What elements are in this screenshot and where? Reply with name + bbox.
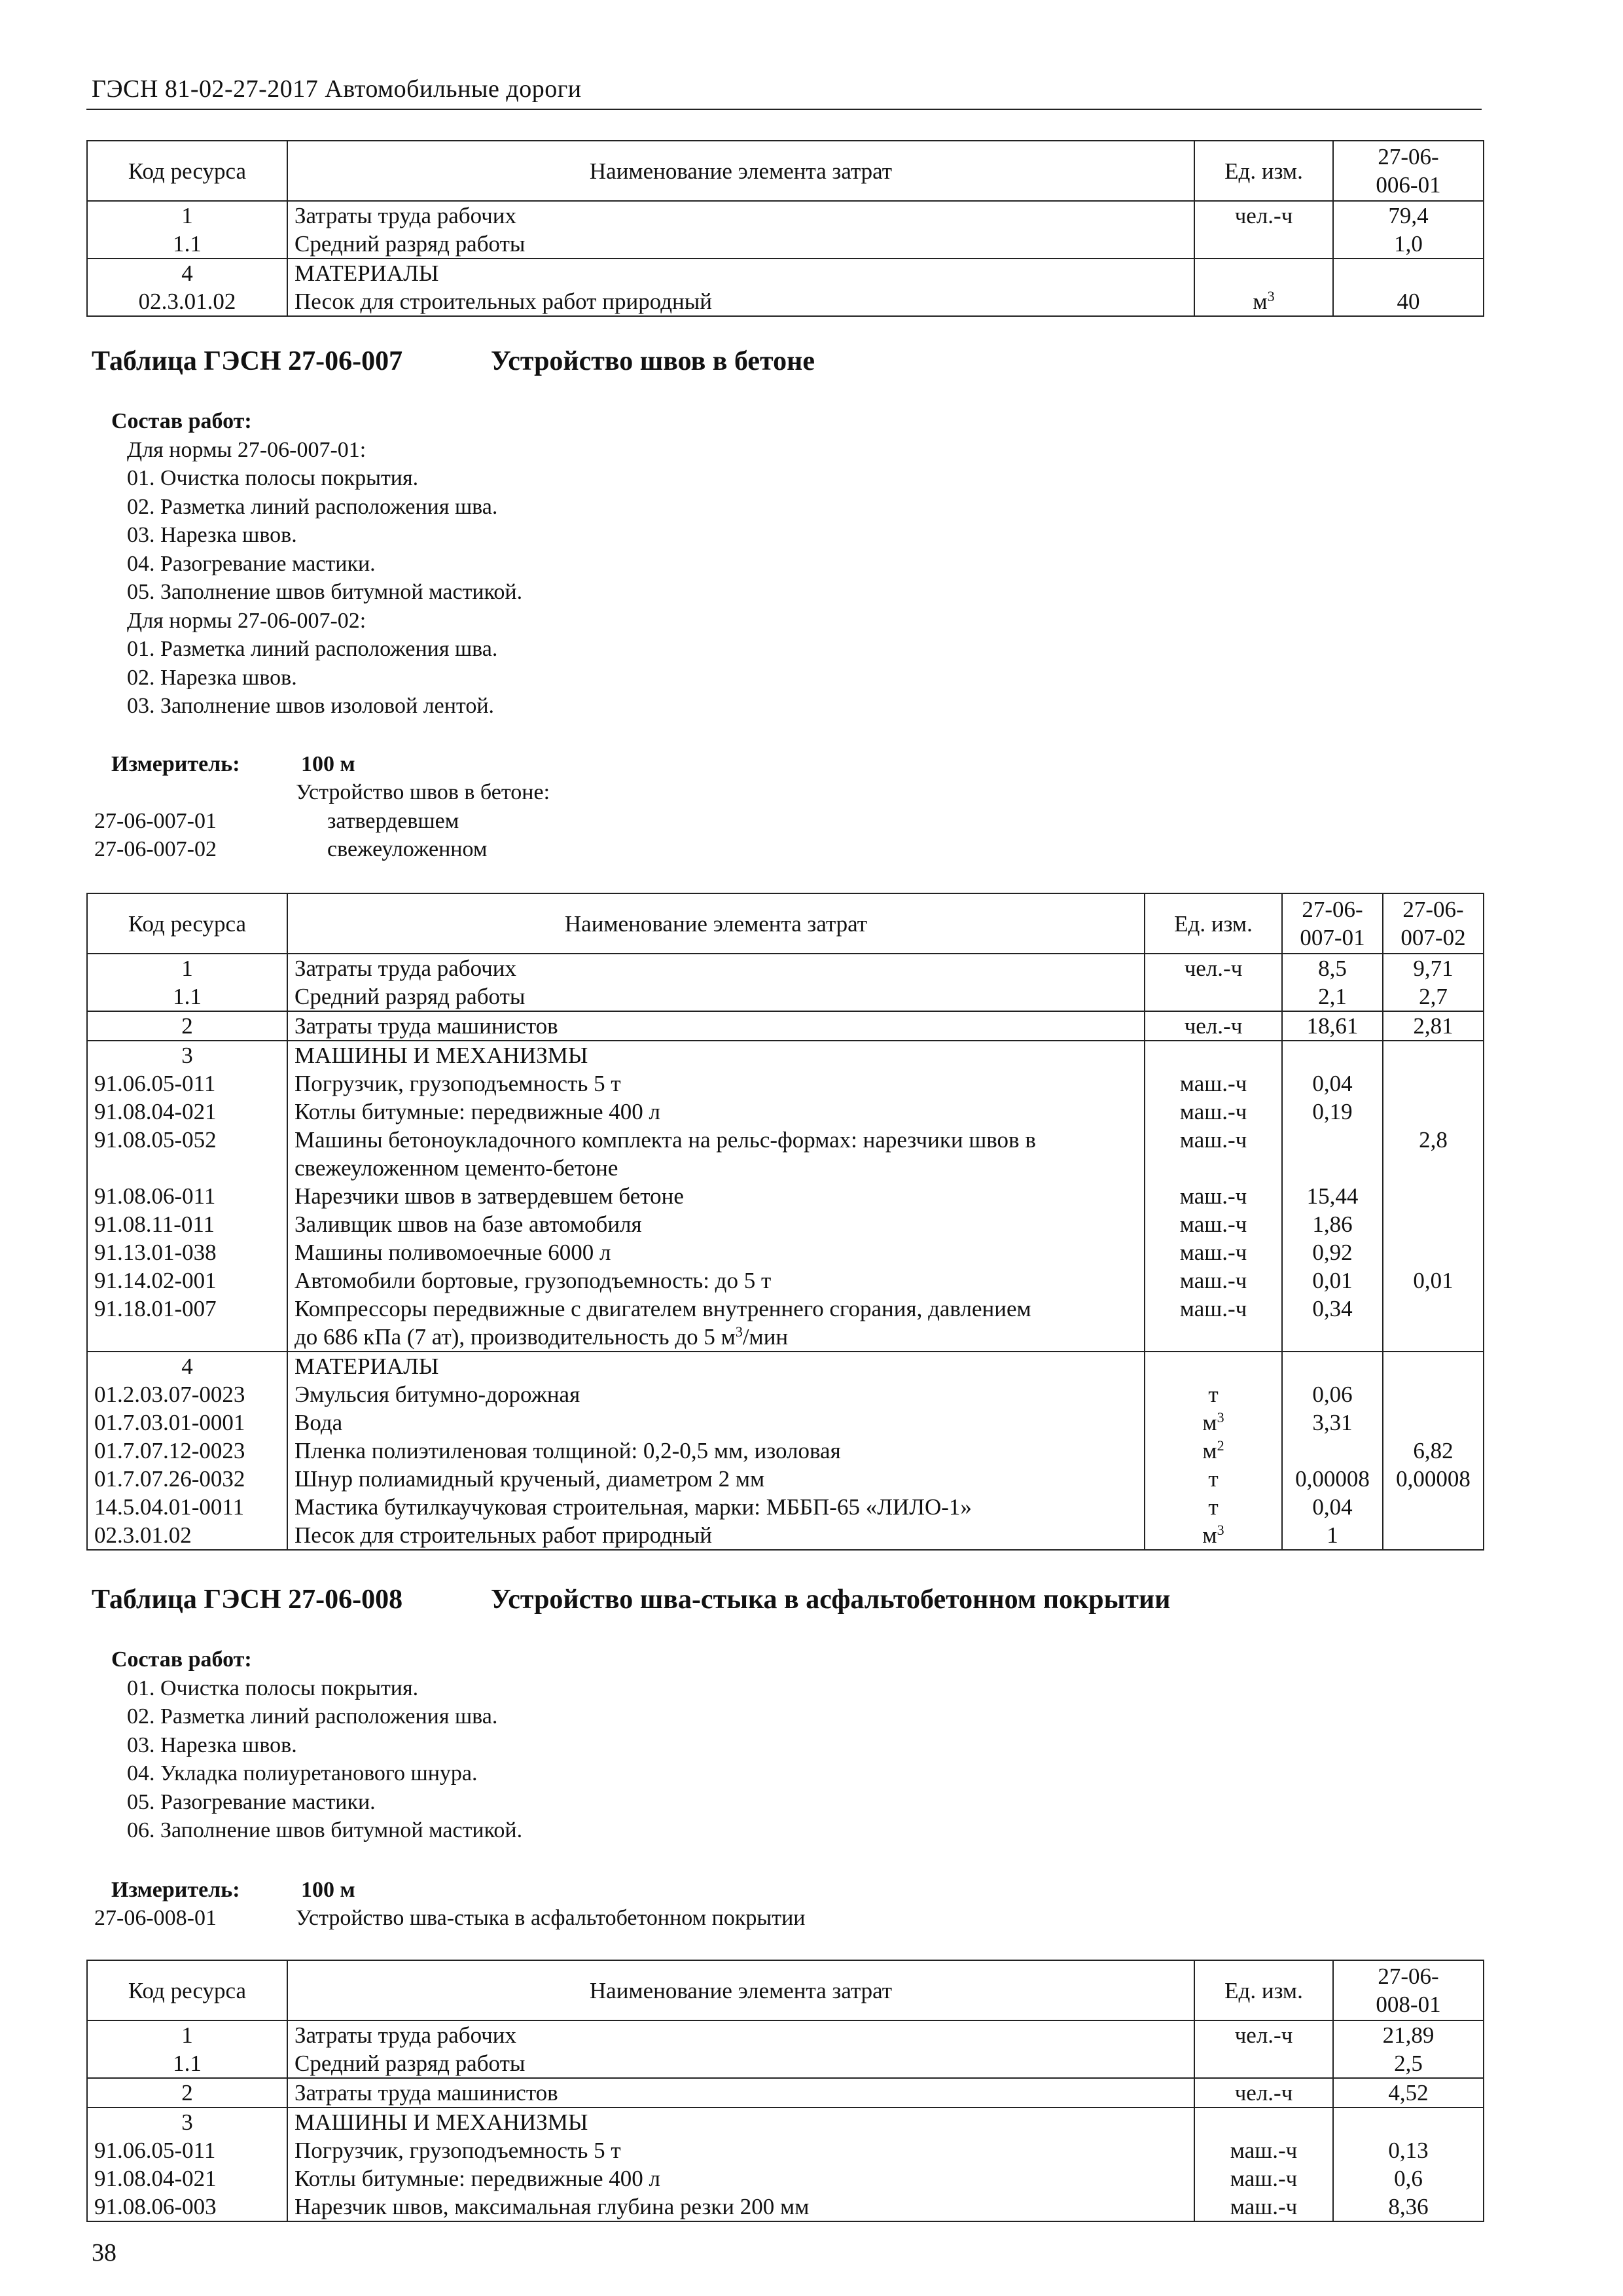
table-row xyxy=(87,2193,1484,2221)
row-code: 91.08.04-021 xyxy=(87,2164,287,2193)
row-unit: т xyxy=(1145,1380,1282,1408)
col-header-norm-2: 27-06- 007-02 xyxy=(1383,893,1484,954)
table-row xyxy=(87,1098,1484,1126)
meter-block-007 xyxy=(92,750,1008,868)
col-header-unit: Ед. изм. xyxy=(1194,141,1333,201)
row-value-1: 2,1 xyxy=(1282,982,1383,1011)
row-unit: $м^3$ xyxy=(1194,287,1333,316)
row-value-1: 1,86 xyxy=(1282,1210,1383,1238)
table-row xyxy=(87,259,1484,287)
row-value-2: 0,01 xyxy=(1383,1266,1484,1295)
row-value-2 xyxy=(1383,1493,1484,1521)
row-unit: $м^3$ xyxy=(1145,1521,1282,1550)
row-code: 01.7.07.26-0032 xyxy=(87,1465,287,1493)
col-header-unit: Ед. изм. xyxy=(1194,1960,1333,2020)
table-row xyxy=(87,287,1484,316)
row-code: 1.1 xyxy=(87,230,287,259)
row-code: 02.3.01.02 xyxy=(87,1521,287,1550)
row-name-line: Машины бетоноукладочного комплекта на рельс-формах: нарезчики швов в xyxy=(294,1127,1036,1153)
row-name: МАТЕРИАЛЫ xyxy=(287,1352,1145,1380)
row-value-2: 9,71 xyxy=(1383,954,1484,982)
row-value-1: 3,31 xyxy=(1282,1408,1383,1437)
row-name: Затраты труда рабочих xyxy=(287,2020,1194,2049)
row-name: Нарезчики швов в затвердевшем бетоне xyxy=(287,1182,1145,1210)
header-rule xyxy=(86,109,1482,110)
table-row xyxy=(87,1352,1484,1380)
table-row xyxy=(87,1465,1484,1493)
norm-name: Устройство шва-стыка в асфальтобетонном покрытии xyxy=(296,1906,806,1930)
row-value-2: 6,82 xyxy=(1383,1437,1484,1465)
row-code: 91.08.04-021 xyxy=(87,1098,287,1126)
meter-unit: 100 м xyxy=(301,752,355,776)
row-unit: маш.-ч xyxy=(1145,1069,1282,1098)
col-header-code: Код ресурса xyxy=(87,893,287,954)
row-value-2 xyxy=(1383,1041,1484,1069)
row-name: Затраты труда машинистов xyxy=(287,1011,1145,1041)
table-title-code: Таблица ГЭСН 27-06-007 xyxy=(92,346,403,376)
row-name: МАШИНЫ И МЕХАНИЗМЫ xyxy=(287,2108,1194,2136)
table-row xyxy=(87,1182,1484,1210)
row-unit: маш.-ч xyxy=(1145,1126,1282,1182)
row-code: 91.14.02-001 xyxy=(87,1266,287,1295)
row-value-2 xyxy=(1383,1521,1484,1550)
row-code: 1.1 xyxy=(87,982,287,1011)
row-value: 8,36 xyxy=(1333,2193,1484,2221)
works-item: Для нормы 27-06-007-02: xyxy=(127,608,366,633)
meter-label: Измеритель: xyxy=(111,752,240,776)
row-unit: чел.-ч xyxy=(1194,2020,1333,2049)
table-row xyxy=(87,1380,1484,1408)
row-value-1 xyxy=(1282,1041,1383,1069)
norm-name: свежеуложенном xyxy=(327,837,488,861)
row-value-1: 0,04 xyxy=(1282,1493,1383,1521)
table-row xyxy=(87,1437,1484,1465)
table-row xyxy=(87,2078,1484,2108)
row-code: 91.06.05-011 xyxy=(87,2136,287,2164)
works-block-008 xyxy=(111,1645,522,1845)
col-header-code: Код ресурса xyxy=(87,1960,287,2020)
row-code: 91.13.01-038 xyxy=(87,1238,287,1266)
row-code: 1 xyxy=(87,954,287,982)
row-value-1: 0,01 xyxy=(1282,1266,1383,1295)
row-name: Котлы битумные: передвижные 400 л xyxy=(287,1098,1145,1126)
works-item: 01. Очистка полосы покрытия. xyxy=(127,466,419,490)
col-header-norm: 27-06- 008-01 xyxy=(1333,1960,1484,2020)
row-name-line: до 686 кПа (7 ат), производительность до 5 $м^3$/мин xyxy=(294,1323,789,1350)
row-code: 3 xyxy=(87,2108,287,2136)
row-value-1 xyxy=(1282,1352,1383,1380)
table-row xyxy=(87,1266,1484,1295)
row-value-2 xyxy=(1383,1182,1484,1210)
row-value-1 xyxy=(1282,1126,1383,1182)
row-value: 40 xyxy=(1333,287,1484,316)
row-value-2: 2,81 xyxy=(1383,1011,1484,1041)
row-name: Нарезчик швов, максимальная глубина резки 200 мм xyxy=(287,2193,1194,2221)
table-title-name: Устройство шва-стыка в асфальтобетонном покрытии xyxy=(491,1585,1171,1615)
row-name xyxy=(287,1126,1145,1182)
meter-block-008 xyxy=(92,1876,1139,1935)
norm-code: 27-06-007-02 xyxy=(94,837,217,861)
works-item: 04. Укладка полиуретанового шнура. xyxy=(127,1761,478,1785)
table-title-code: Таблица ГЭСН 27-06-008 xyxy=(92,1585,403,1615)
row-name: МАТЕРИАЛЫ xyxy=(287,259,1194,287)
row-code: 91.06.05-011 xyxy=(87,1069,287,1098)
works-item: 04. Разогревание мастики. xyxy=(127,551,376,576)
row-unit: маш.-ч xyxy=(1145,1295,1282,1352)
works-item: 03. Заполнение швов изоловой лентой. xyxy=(127,694,495,718)
col-header-name: Наименование элемента затрат xyxy=(287,141,1194,201)
row-name-line: свежеуложенном цементо-бетоне xyxy=(294,1155,618,1181)
table-row xyxy=(87,201,1484,230)
row-unit: маш.-ч xyxy=(1194,2136,1333,2164)
row-value-2 xyxy=(1383,1380,1484,1408)
works-item: 06. Заполнение швов битумной мастикой. xyxy=(127,1818,523,1842)
row-unit: маш.-ч xyxy=(1145,1210,1282,1238)
row-code: 01.7.07.12-0023 xyxy=(87,1437,287,1465)
table-title-007 xyxy=(92,346,815,377)
table-row xyxy=(87,1493,1484,1521)
row-value-1: 18,61 xyxy=(1282,1011,1383,1041)
works-item: 01. Разметка линий расположения шва. xyxy=(127,637,498,661)
row-unit: $м^2$ xyxy=(1145,1437,1282,1465)
col-header-norm: 27-06- 006-01 xyxy=(1333,141,1484,201)
works-item: 05. Заполнение швов битумной мастикой. xyxy=(127,580,523,604)
resource-table-006 xyxy=(86,140,1484,317)
works-list xyxy=(111,436,522,721)
row-code: 01.7.03.01-0001 xyxy=(87,1408,287,1437)
row-code: 1 xyxy=(87,201,287,230)
row-value-2 xyxy=(1383,1238,1484,1266)
row-value-1: 0,92 xyxy=(1282,1238,1383,1266)
works-label: Состав работ: xyxy=(111,409,252,433)
row-name xyxy=(287,1295,1145,1352)
table-row xyxy=(87,230,1484,259)
row-unit: т xyxy=(1145,1493,1282,1521)
table-row xyxy=(87,2020,1484,2049)
table-row xyxy=(87,1295,1484,1352)
row-value: 4,52 xyxy=(1333,2078,1484,2108)
row-name: Средний разряд работы xyxy=(287,230,1194,259)
norm-code: 27-06-007-01 xyxy=(94,809,217,833)
row-name: Затраты труда рабочих xyxy=(287,201,1194,230)
row-name-line: Компрессоры передвижные с двигателем внутреннего сгорания, давлением xyxy=(294,1296,1031,1321)
row-value-1: 15,44 xyxy=(1282,1182,1383,1210)
row-code: 2 xyxy=(87,1011,287,1041)
table-row xyxy=(87,1011,1484,1041)
running-header: ГЭСН 81-02-27-2017 Автомобильные дороги xyxy=(92,75,582,103)
table-row xyxy=(87,1210,1484,1238)
row-value-2 xyxy=(1383,1408,1484,1437)
row-code: 4 xyxy=(87,259,287,287)
row-value: 79,4 xyxy=(1333,201,1484,230)
row-value-2: 2,8 xyxy=(1383,1126,1484,1182)
row-unit: маш.-ч xyxy=(1145,1266,1282,1295)
row-code: 1.1 xyxy=(87,2049,287,2078)
row-unit: чел.-ч xyxy=(1145,954,1282,982)
page-number: 38 xyxy=(92,2239,116,2267)
row-value: 1,0 xyxy=(1333,230,1484,259)
row-value xyxy=(1333,259,1484,287)
row-value-2 xyxy=(1383,1352,1484,1380)
row-unit: $м^3$ xyxy=(1145,1408,1282,1437)
row-name: Машины поливомоечные 6000 л xyxy=(287,1238,1145,1266)
row-name: Погрузчик, грузоподъемность 5 т xyxy=(287,2136,1194,2164)
table-row xyxy=(87,1041,1484,1069)
table-title-name: Устройство швов в бетоне xyxy=(491,346,815,376)
row-name: Эмульсия битумно-дорожная xyxy=(287,1380,1145,1408)
row-unit xyxy=(1194,230,1333,259)
row-unit xyxy=(1145,1352,1282,1380)
norm-code: 27-06-008-01 xyxy=(94,1906,217,1930)
table-row xyxy=(87,1238,1484,1266)
row-unit: маш.-ч xyxy=(1145,1238,1282,1266)
row-name: Котлы битумные: передвижные 400 л xyxy=(287,2164,1194,2193)
resource-table-008 xyxy=(86,1960,1484,2222)
row-code: 3 xyxy=(87,1041,287,1069)
works-block-007 xyxy=(111,407,522,721)
table-title-008 xyxy=(92,1584,1171,1615)
works-list xyxy=(111,1674,522,1845)
row-name: Пленка полиэтиленовая толщиной: 0,2-0,5 мм, изоловая xyxy=(287,1437,1145,1465)
row-value-1: 0,34 xyxy=(1282,1295,1383,1352)
row-value-1: 0,06 xyxy=(1282,1380,1383,1408)
row-code: 4 xyxy=(87,1352,287,1380)
row-code: 1 xyxy=(87,2020,287,2049)
table-row xyxy=(87,1126,1484,1182)
row-code: 91.18.01-007 xyxy=(87,1295,287,1352)
meter-caption: Устройство швов в бетоне: xyxy=(296,780,550,804)
row-value-2 xyxy=(1383,1210,1484,1238)
col-header-norm-1: 27-06- 007-01 xyxy=(1282,893,1383,954)
row-unit: маш.-ч xyxy=(1194,2164,1333,2193)
row-value-2 xyxy=(1383,1069,1484,1098)
row-unit xyxy=(1194,259,1333,287)
works-item: 02. Нарезка швов. xyxy=(127,665,297,690)
row-unit: маш.-ч xyxy=(1145,1098,1282,1126)
row-value: 21,89 xyxy=(1333,2020,1484,2049)
row-value-2 xyxy=(1383,1098,1484,1126)
row-value-1: 0,00008 xyxy=(1282,1465,1383,1493)
table-row xyxy=(87,1521,1484,1550)
table-row xyxy=(87,2108,1484,2136)
row-value-1 xyxy=(1282,1437,1383,1465)
row-name: Песок для строительных работ природный xyxy=(287,1521,1145,1550)
row-name: Средний разряд работы xyxy=(287,2049,1194,2078)
row-name: Мастика бутилкаучуковая строительная, марки: МББП-65 «ЛИЛО-1» xyxy=(287,1493,1145,1521)
table-row xyxy=(87,1408,1484,1437)
row-value: 2,5 xyxy=(1333,2049,1484,2078)
row-name: Шнур полиамидный крученый, диаметром 2 мм xyxy=(287,1465,1145,1493)
works-label: Состав работ: xyxy=(111,1647,252,1672)
row-value-1: 1 xyxy=(1282,1521,1383,1550)
works-item: 05. Разогревание мастики. xyxy=(127,1789,376,1814)
row-unit: маш.-ч xyxy=(1194,2193,1333,2221)
row-value xyxy=(1333,2108,1484,2136)
row-value-1: 0,19 xyxy=(1282,1098,1383,1126)
row-code: 02.3.01.02 xyxy=(87,287,287,316)
meter-unit: 100 м xyxy=(301,1878,355,1902)
works-item: 02. Разметка линий расположения шва. xyxy=(127,1704,498,1729)
row-name: Автомобили бортовые, грузоподъемность: до 5 т xyxy=(287,1266,1145,1295)
row-name: Средний разряд работы xyxy=(287,982,1145,1011)
col-header-code: Код ресурса xyxy=(87,141,287,201)
table-row xyxy=(87,2136,1484,2164)
row-name: Вода xyxy=(287,1408,1145,1437)
row-code: 91.08.11-011 xyxy=(87,1210,287,1238)
works-item: 03. Нарезка швов. xyxy=(127,523,297,547)
row-unit xyxy=(1145,982,1282,1011)
col-header-unit: Ед. изм. xyxy=(1145,893,1282,954)
row-name: Заливщик швов на базе автомобиля xyxy=(287,1210,1145,1238)
norm-name: затвердевшем xyxy=(327,809,459,833)
table-row xyxy=(87,1069,1484,1098)
row-code: 14.5.04.01-0011 xyxy=(87,1493,287,1521)
row-unit xyxy=(1194,2049,1333,2078)
row-name: Погрузчик, грузоподъемность 5 т xyxy=(287,1069,1145,1098)
row-value-1: 8,5 xyxy=(1282,954,1383,982)
row-name: Затраты труда рабочих xyxy=(287,954,1145,982)
row-unit xyxy=(1145,1041,1282,1069)
table-row xyxy=(87,982,1484,1011)
row-code: 2 xyxy=(87,2078,287,2108)
row-value: 0,6 xyxy=(1333,2164,1484,2193)
row-code: 01.2.03.07-0023 xyxy=(87,1380,287,1408)
row-unit: маш.-ч xyxy=(1145,1182,1282,1210)
row-unit xyxy=(1194,2108,1333,2136)
table-row xyxy=(87,2164,1484,2193)
row-value-2: 0,00008 xyxy=(1383,1465,1484,1493)
table-row xyxy=(87,954,1484,982)
row-code: 91.08.05-052 xyxy=(87,1126,287,1182)
row-value-2 xyxy=(1383,1295,1484,1352)
row-unit: чел.-ч xyxy=(1194,201,1333,230)
resource-table-007 xyxy=(86,893,1484,1551)
row-name: Песок для строительных работ природный xyxy=(287,287,1194,316)
row-unit: чел.-ч xyxy=(1145,1011,1282,1041)
works-item: Для нормы 27-06-007-01: xyxy=(127,437,366,462)
table-row xyxy=(87,2049,1484,2078)
works-item: 03. Нарезка швов. xyxy=(127,1732,297,1757)
row-name: Затраты труда машинистов xyxy=(287,2078,1194,2108)
col-header-name: Наименование элемента затрат xyxy=(287,1960,1194,2020)
row-value-2: 2,7 xyxy=(1383,982,1484,1011)
row-value-1: 0,04 xyxy=(1282,1069,1383,1098)
meter-label: Измеритель: xyxy=(111,1878,240,1902)
row-code: 91.08.06-003 xyxy=(87,2193,287,2221)
works-item: 01. Очистка полосы покрытия. xyxy=(127,1676,419,1700)
row-name: МАШИНЫ И МЕХАНИЗМЫ xyxy=(287,1041,1145,1069)
row-unit: т xyxy=(1145,1465,1282,1493)
row-value: 0,13 xyxy=(1333,2136,1484,2164)
works-item: 02. Разметка линий расположения шва. xyxy=(127,494,498,519)
row-unit: чел.-ч xyxy=(1194,2078,1333,2108)
col-header-name: Наименование элемента затрат xyxy=(287,893,1145,954)
row-code: 91.08.06-011 xyxy=(87,1182,287,1210)
